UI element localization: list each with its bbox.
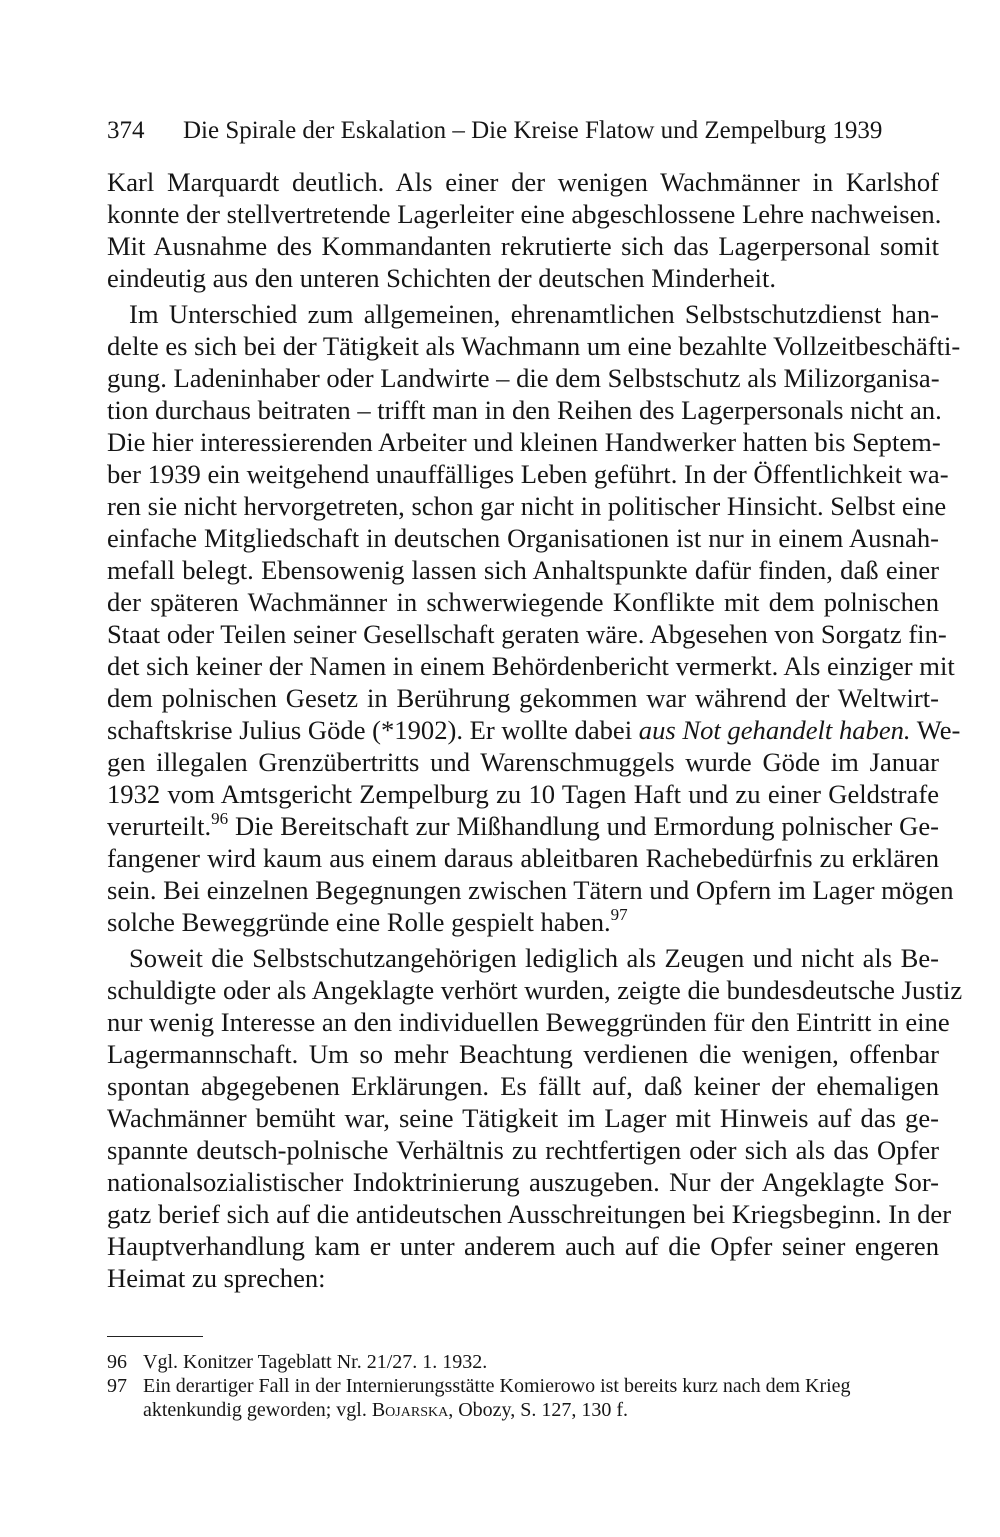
text-line: det sich keiner der Namen in einem Behördenbericht vermerkt. Als einziger mit	[107, 651, 955, 681]
text-line: nationalsozialistischer Indoktrinierung auszugeben. Nur der Angeklagte Sor-	[107, 1167, 939, 1197]
text-line: dem polnischen Gesetz in Berührung gekommen war während der Weltwirt-	[107, 683, 939, 713]
text-line: der späteren Wachmänner in schwerwiegende Konflikte mit dem polnischen	[107, 587, 939, 617]
footnotes	[107, 1350, 939, 1422]
text-line: einfache Mitgliedschaft in deutschen Organisationen ist nur in einem Ausnah-	[107, 523, 939, 553]
italic-quote: aus Not gehandelt haben.	[638, 715, 911, 745]
footnote-ref[interactable]: 97	[610, 905, 628, 924]
footnote-number: 96	[107, 1351, 127, 1373]
text-line: tion durchaus beitraten – trifft man in den Reihen des Lagerpersonals nicht an.	[107, 395, 942, 425]
text-line: gung. Ladeninhaber oder Landwirte – die dem Selbstschutz als Milizorganisa-	[107, 363, 940, 393]
text-line: nur wenig Interesse an den individuellen Beweggründen für den Eintritt in eine	[107, 1007, 950, 1037]
footnote-text: Ein derartiger Fall in der Internierungsstätte Komierowo ist bereits kurz nach dem Krieg	[143, 1375, 851, 1397]
text-line: solche Beweggründe eine Rolle gespielt haben.$^{97}$	[107, 905, 628, 937]
text-line: spontan abgegebenen Erklärungen. Es fällt auf, daß keiner der ehemaligen	[107, 1071, 939, 1101]
text-line: Staat oder Teilen seiner Gesellschaft geraten wäre. Abgesehen von Sorgatz fin-	[107, 619, 947, 649]
footnote-text: Vgl. Konitzer Tageblatt Nr. 21/27. 1. 1932.	[143, 1351, 488, 1373]
text-line: sein. Bei einzelnen Begegnungen zwischen Tätern und Opfern im Lager mögen	[107, 875, 954, 905]
footnote-divider	[107, 1336, 203, 1337]
text-line: ber 1939 ein weitgehend unauffälliges Leben geführt. In der Öffentlichkeit wa-	[107, 459, 949, 489]
body-text	[107, 166, 963, 1294]
text-line: Im Unterschied zum allgemeinen, ehrenamtlichen Selbstschutzdienst han-	[129, 299, 939, 329]
paragraph	[107, 942, 963, 1294]
paragraph	[107, 166, 942, 294]
paragraph	[107, 298, 961, 938]
text-line: verurteilt.$^{96}$ Die Bereitschaft zur Mißhandlung und Ermordung polnischer Ge-	[107, 809, 939, 841]
page-number: 374	[107, 117, 145, 144]
author-name: Bojarska	[371, 1399, 449, 1421]
text-line: Mit Ausnahme des Kommandanten rekrutierte sich das Lagerpersonal somit	[107, 231, 939, 261]
text-line: fangener wird kaum aus einem daraus ableitbaren Rachebedürfnis zu erklären	[107, 843, 939, 873]
text-line: Die hier interessierenden Arbeiter und kleinen Handwerker hatten bis Septem-	[107, 427, 941, 457]
text-line: gatz berief sich auf die antideutschen Ausschreitungen bei Kriegsbeginn. In der	[107, 1199, 952, 1229]
text-line: 1932 vom Amtsgericht Zempelburg zu 10 Tagen Haft und zu einer Geldstrafe	[107, 779, 939, 809]
text-line: ren sie nicht hervorgetreten, schon gar nicht in politischer Hinsicht. Selbst eine	[107, 491, 947, 521]
text-line: Heimat zu sprechen:	[107, 1263, 326, 1293]
footnote-96	[107, 1350, 939, 1374]
book-page	[107, 0, 963, 1537]
footnote-number: 97	[107, 1375, 127, 1397]
text-line: konnte der stellvertretende Lagerleiter eine abgeschlossene Lehre nachweisen.	[107, 199, 942, 229]
text-line: Lagermannschaft. Um so mehr Beachtung verdienen die wenigen, offenbar	[107, 1039, 939, 1069]
running-header	[107, 116, 939, 146]
text-line: Wachmänner bemüht war, seine Tätigkeit im Lager mit Hinweis auf das ge-	[107, 1103, 939, 1133]
text-line: schuldigte oder als Angeklagte verhört wurden, zeigte die bundesdeutsche Justiz	[107, 975, 963, 1005]
text-line: Soweit die Selbstschutzangehörigen lediglich als Zeugen und nicht als Be-	[129, 943, 939, 973]
footnote-97-continued: aktenkundig geworden; vgl. Bojarska, Obozy, S. 127, 130 f.	[143, 1399, 629, 1421]
footnote-ref[interactable]: 96	[211, 809, 229, 828]
text-line: Karl Marquardt deutlich. Als einer der wenigen Wachmänner in Karlshof	[107, 167, 939, 197]
text-line: delte es sich bei der Tätigkeit als Wachmann um eine bezahlte Vollzeitbeschäfti-	[107, 331, 961, 361]
running-title: Die Spirale der Eskalation – Die Kreise Flatow und Zempelburg 1939	[183, 117, 883, 144]
text-line: spannte deutsch-polnische Verhältnis zu rechtfertigen oder sich als das Opfer	[107, 1135, 939, 1165]
text-line: mefall belegt. Ebensowenig lassen sich Anhaltspunkte dafür finden, daß einer	[107, 555, 939, 585]
text-line: Hauptverhandlung kam er unter anderem auch auf die Opfer seiner engeren	[107, 1231, 939, 1261]
footnote-97	[107, 1374, 939, 1398]
text-line: eindeutig aus den unteren Schichten der deutschen Minderheit.	[107, 263, 777, 293]
text-line: schaftskrise Julius Göde (*1902). Er wollte dabei aus Not gehandelt haben. We-	[107, 715, 961, 745]
text-line: gen illegalen Grenzübertritts und Warenschmuggels wurde Göde im Januar	[107, 747, 939, 777]
